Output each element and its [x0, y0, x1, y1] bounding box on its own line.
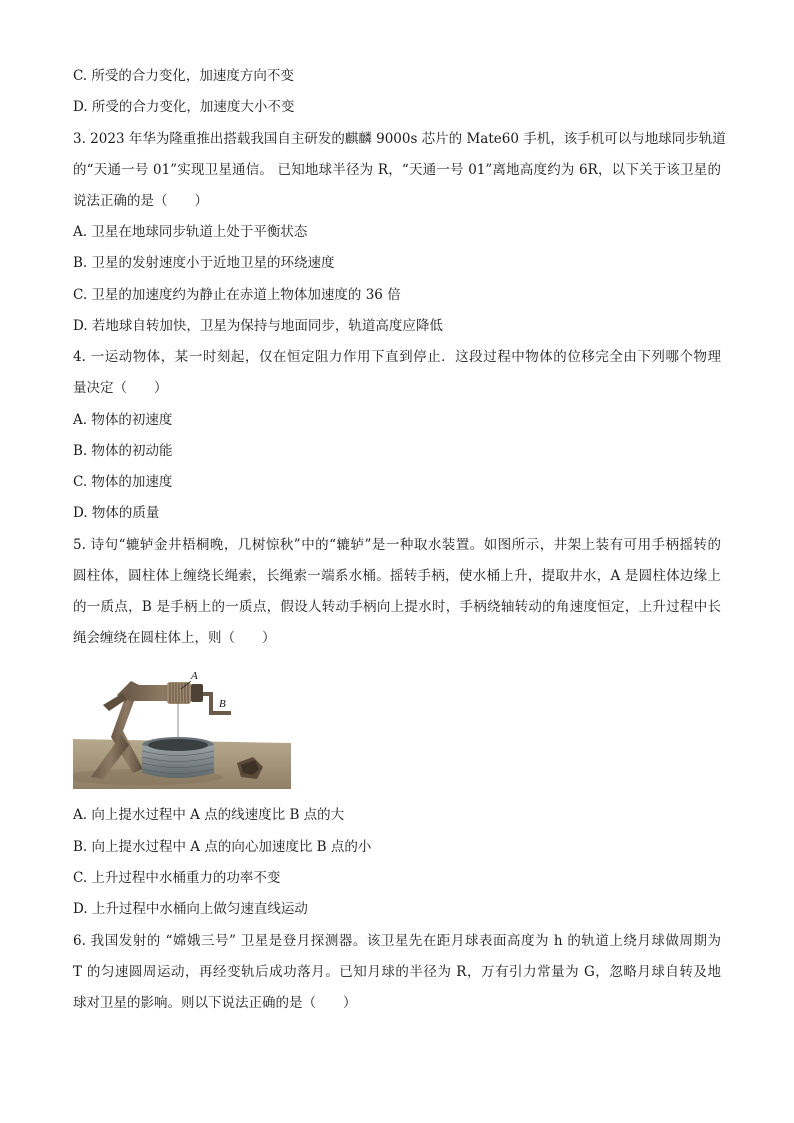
q3-option-d: D. 若地球自转加快，卫星为保持与地面同步，轨道高度应降低	[73, 318, 443, 334]
q4-stem-line-1: 4. 一运动物体，某一时刻起，仅在恒定阻力作用下直到停止．这段过程中物体的位移完全由下列哪个物理	[73, 349, 721, 365]
q2-option-c: C. 所受的合力变化，加速度方向不变	[73, 68, 294, 84]
q4-option-d: D. 物体的质量	[73, 505, 160, 521]
label-a: A	[191, 670, 198, 682]
q3-stem-line-1: 3. 2023 年华为隆重推出搭载我国自主研发的麒麟 9000s 芯片的 Mate60 手机，该手机可以与地球同步轨道	[73, 131, 726, 147]
q5-stem-line-3: 的一质点，B 是手柄上的一质点，假设人转动手柄向上提水时，手柄绕轴转动的角速度恒定，上升过程中长	[73, 599, 721, 615]
q3-stem-line-3: 说法正确的是（ ）	[73, 193, 208, 209]
q3-option-b: B. 卫星的发射速度小于近地卫星的环绕速度	[73, 255, 335, 271]
windlass-well-figure	[73, 665, 291, 789]
q6-stem-line-2: T 的匀速圆周运动，再经变轨后成功落月。已知月球的半径为 R，万有引力常量为 G，忽略月球自转及地	[73, 964, 721, 980]
q6-stem-line-1: 6. 我国发射的 “嫦娥三号” 卫星是登月探测器。该卫星先在距月球表面高度为 h 的轨道上绕月球做周期为	[73, 933, 721, 949]
q5-option-c: C. 上升过程中水桶重力的功率不变	[73, 870, 281, 886]
q5-option-b: B. 向上提水过程中 A 点的向心加速度比 B 点的小	[73, 839, 372, 855]
q4-stem-line-2: 量决定（ ）	[73, 380, 168, 396]
q5-stem-line-4: 绳会缠绕在圆柱体上，则（ ）	[73, 630, 276, 646]
windlass-well-illustration	[73, 665, 291, 789]
q4-option-b: B. 物体的初动能	[73, 443, 173, 459]
q5-option-d: D. 上升过程中水桶向上做匀速直线运动	[73, 901, 308, 917]
q4-option-c: C. 物体的加速度	[73, 474, 173, 490]
q2-option-d: D. 所受的合力变化，加速度大小不变	[73, 99, 295, 115]
q4-option-a: A. 物体的初速度	[73, 412, 173, 428]
q5-stem-line-1: 5. 诗句“辘轳金井梧桐晚，几树惊秋”中的“辘轳”是一种取水装置。如图所示，井架上装有可用手柄摇转的	[73, 537, 721, 553]
q3-option-c: C. 卫星的加速度约为静止在赤道上物体加速度的 36 倍	[73, 287, 401, 303]
q3-stem-line-2: 的“天通一号 01”实现卫星通信。 已知地球半径为 R，“天通一号 01”离地高度约为 6R，以下关于该卫星的	[73, 162, 721, 178]
q5-option-a: A. 向上提水过程中 A 点的线速度比 B 点的大	[73, 807, 345, 823]
label-b: B	[219, 698, 226, 710]
q6-stem-line-3: 球对卫星的影响。则以下说法正确的是（ ）	[73, 995, 357, 1011]
q5-stem-line-2: 圆柱体，圆柱体上缠绕长绳索，长绳索一端系水桶。摇转手柄，使水桶上升，提取井水，A 是圆柱体边缘上	[73, 568, 721, 584]
q3-option-a: A. 卫星在地球同步轨道上处于平衡状态	[73, 224, 308, 240]
